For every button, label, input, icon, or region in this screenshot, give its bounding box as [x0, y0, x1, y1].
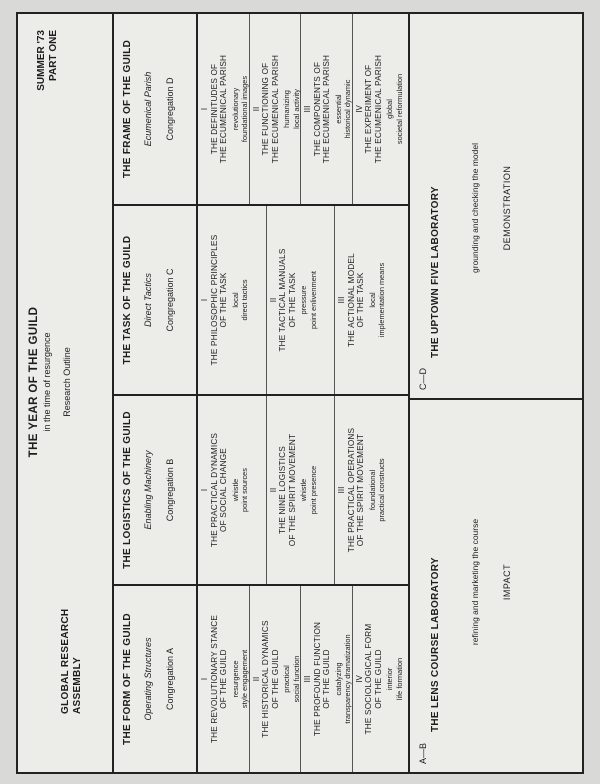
lab-code: A—B: [418, 742, 428, 764]
cell-numeral: II: [268, 297, 278, 303]
cell-subtitle-line: societal reformulation: [394, 73, 404, 145]
column-title: THE LOGISTICS OF THE GUILD: [122, 411, 133, 569]
assembly-line-1: GLOBAL RESEARCH: [60, 608, 71, 714]
cell-title-line: THE ECUMENICAL PARISH: [219, 54, 228, 164]
cell-title-line: THE TACTICAL MANUALS: [278, 248, 288, 352]
outline-cell: [250, 14, 302, 204]
column-subtitle: Ecumenical Parish: [143, 71, 153, 147]
cell-title-line: THE SOCIOLOGICAL FORM: [364, 623, 373, 735]
lab-uptown-five: [410, 14, 584, 398]
column-header: [112, 396, 198, 584]
outline-cell: [353, 586, 405, 772]
cell-title-line: OF THE TASK: [356, 272, 366, 328]
cell-subtitle-line: foundational images: [240, 75, 249, 143]
cell-title-line: OF THE SPIRIT MOVEMENT: [356, 433, 366, 547]
lab-subtitle: refining and marketing the course: [470, 518, 480, 646]
column-congregation: Congregation C: [165, 268, 175, 332]
lab-footer: DEMONSTRATION: [502, 165, 512, 251]
cell-subtitle-line: social function: [291, 655, 301, 703]
cell-subtitle-line: point sources: [240, 468, 249, 512]
outline-cell: [198, 206, 267, 394]
outline-cell: [335, 396, 404, 584]
column-cells: [198, 206, 404, 394]
lab-subtitle: grounding and checking the model: [470, 143, 480, 273]
lab-lens-course: [410, 400, 584, 772]
column-cells: [198, 586, 404, 772]
column-1: [112, 586, 408, 772]
cell-title-line: OF SOCIAL CHANGE: [219, 448, 228, 532]
column-congregation: Congregation B: [165, 458, 175, 522]
cell-title-line: THE PHILOSOPHIC PRINCIPLES: [209, 234, 219, 366]
cell-subtitle-line: revolutionary: [230, 87, 240, 131]
outline-cell: [198, 586, 250, 772]
outline-label: Research Outline: [62, 347, 72, 417]
column-header: [112, 586, 198, 772]
cell-numeral: II: [251, 106, 261, 112]
cell-subtitle-line: local: [230, 292, 240, 308]
column-congregation: Congregation D: [165, 77, 175, 141]
cell-numeral: I: [200, 298, 209, 302]
cell-numeral: III: [303, 105, 312, 113]
column-3: [112, 206, 408, 396]
cell-title-line: THE PRACTICAL DYNAMICS: [209, 432, 219, 548]
summer-label: [36, 30, 60, 91]
cell-subtitle-line: pressure: [299, 285, 309, 315]
cell-title-line: THE ECUMENICAL PARISH: [373, 54, 383, 164]
cell-numeral: I: [200, 107, 209, 111]
header: [18, 14, 114, 772]
cell-title-line: OF THE GUILD: [322, 649, 331, 709]
cell-title-line: OF THE TASK: [219, 272, 228, 328]
outline-cell: [198, 14, 250, 204]
cell-subtitle-line: local: [367, 292, 377, 308]
cell-numeral: IV: [354, 675, 364, 683]
assembly-label: [60, 609, 84, 714]
column-congregation: Congregation A: [165, 647, 175, 711]
lab-title: THE LENS COURSE LABORATORY: [430, 557, 441, 732]
cell-subtitle-line: historical dynamic: [343, 79, 352, 139]
cell-subtitle-line: implementation means: [377, 262, 387, 338]
cell-title-line: THE ECUMENICAL PARISH: [322, 54, 331, 164]
cell-subtitle-line: practical: [282, 665, 291, 693]
cell-title-line: THE ECUMENICAL PARISH: [270, 54, 280, 164]
research-outline-frame: [16, 12, 584, 774]
lab-title: THE UPTOWN FIVE LABORATORY: [430, 186, 441, 358]
outline-cell: [267, 206, 336, 394]
cell-numeral: III: [337, 486, 347, 494]
cell-subtitle-line: local activity: [291, 89, 301, 129]
cell-subtitle-line: essential: [333, 94, 343, 124]
column-header: [112, 206, 198, 394]
title-block: [28, 232, 72, 532]
cell-subtitle-line: catalyzing: [333, 662, 343, 696]
cell-numeral: II: [268, 487, 278, 493]
cell-title-line: OF THE SPIRIT MOVEMENT: [287, 433, 297, 547]
cell-subtitle-line: humanizing: [282, 90, 291, 128]
cell-subtitle-line: interior: [385, 667, 394, 691]
cell-subtitle-line: whistle: [299, 478, 309, 502]
cell-subtitle-line: point enlivenment: [308, 271, 318, 329]
summer-line-2: PART ONE: [48, 30, 59, 81]
cell-title-line: THE PRACTICAL OPERATIONS: [346, 427, 356, 553]
outline-cell: [301, 14, 353, 204]
cell-numeral: II: [251, 676, 261, 682]
cell-numeral: I: [200, 488, 209, 492]
cell-title-line: THE FUNCTIONING OF: [261, 62, 270, 156]
cell-subtitle-line: transparency dramatization: [343, 634, 352, 724]
cell-subtitle-line: direct tactics: [240, 279, 249, 321]
column-title: THE FORM OF THE GUILD: [122, 613, 133, 745]
lab-footer: IMPACT: [502, 563, 512, 601]
cell-title-line: THE REVOLUTIONARY STANCE: [209, 614, 219, 744]
cell-title-line: THE COMPONENTS OF: [312, 61, 322, 157]
outline-cell: [198, 396, 267, 584]
column-subtitle: Operating Structures: [143, 637, 153, 721]
cell-title-line: THE PROFOUND FUNCTION: [312, 621, 322, 737]
outline-cell: [335, 206, 404, 394]
cell-title-line: THE EXPERIMENT OF: [364, 64, 373, 154]
cell-title-line: THE ACTIONAL MODEL: [346, 253, 356, 347]
cell-title-line: OF THE GUILD: [270, 649, 280, 709]
cell-title-line: OF THE GUILD: [373, 649, 383, 709]
assembly-line-2: ASSEMBLY: [72, 656, 83, 714]
outline-cell: [267, 396, 336, 584]
column-subtitle: Enabling Machinery: [143, 450, 153, 530]
cell-subtitle-line: life formation: [394, 657, 404, 701]
cell-title-line: THE DEFINITUDES OF: [209, 63, 219, 155]
column-2: [112, 396, 408, 586]
column-cells: [198, 14, 404, 204]
cell-title-line: THE HISTORICAL DYNAMICS: [261, 620, 270, 738]
cell-subtitle-line: global: [385, 99, 394, 119]
lab-divider: [410, 398, 584, 400]
column-subtitle: Direct Tactics: [143, 273, 153, 327]
page-title: THE YEAR OF THE GUILD: [28, 306, 40, 458]
cell-title-line: OF THE GUILD: [219, 649, 228, 709]
lab-code: C—D: [418, 368, 428, 390]
laboratories: [408, 14, 584, 772]
outline-cell: [301, 586, 353, 772]
cell-numeral: III: [337, 296, 347, 304]
outline-cell: [250, 586, 302, 772]
column-cells: [198, 396, 404, 584]
cell-numeral: IV: [354, 105, 364, 113]
cell-numeral: I: [200, 677, 209, 681]
summer-line-1: SUMMER '73: [36, 30, 47, 91]
page-subtitle: in the time of resurgence: [42, 332, 52, 432]
cell-numeral: III: [303, 675, 312, 683]
column-header: [112, 14, 198, 204]
column-title: THE TASK OF THE GUILD: [122, 235, 133, 365]
cell-subtitle-line: practical constructs: [377, 458, 387, 522]
column-title: THE FRAME OF THE GUILD: [122, 39, 133, 179]
cell-subtitle-line: whistle: [230, 478, 240, 502]
cell-title-line: OF THE TASK: [287, 272, 297, 328]
outline-cell: [353, 14, 405, 204]
cell-subtitle-line: resurgence: [230, 660, 240, 698]
column-4: [112, 14, 408, 206]
cell-subtitle-line: style engagement: [240, 649, 249, 709]
cell-title-line: THE NINE LOGISTICS: [278, 446, 288, 534]
cell-subtitle-line: point presence: [308, 465, 318, 515]
cell-subtitle-line: foundational: [367, 469, 377, 511]
